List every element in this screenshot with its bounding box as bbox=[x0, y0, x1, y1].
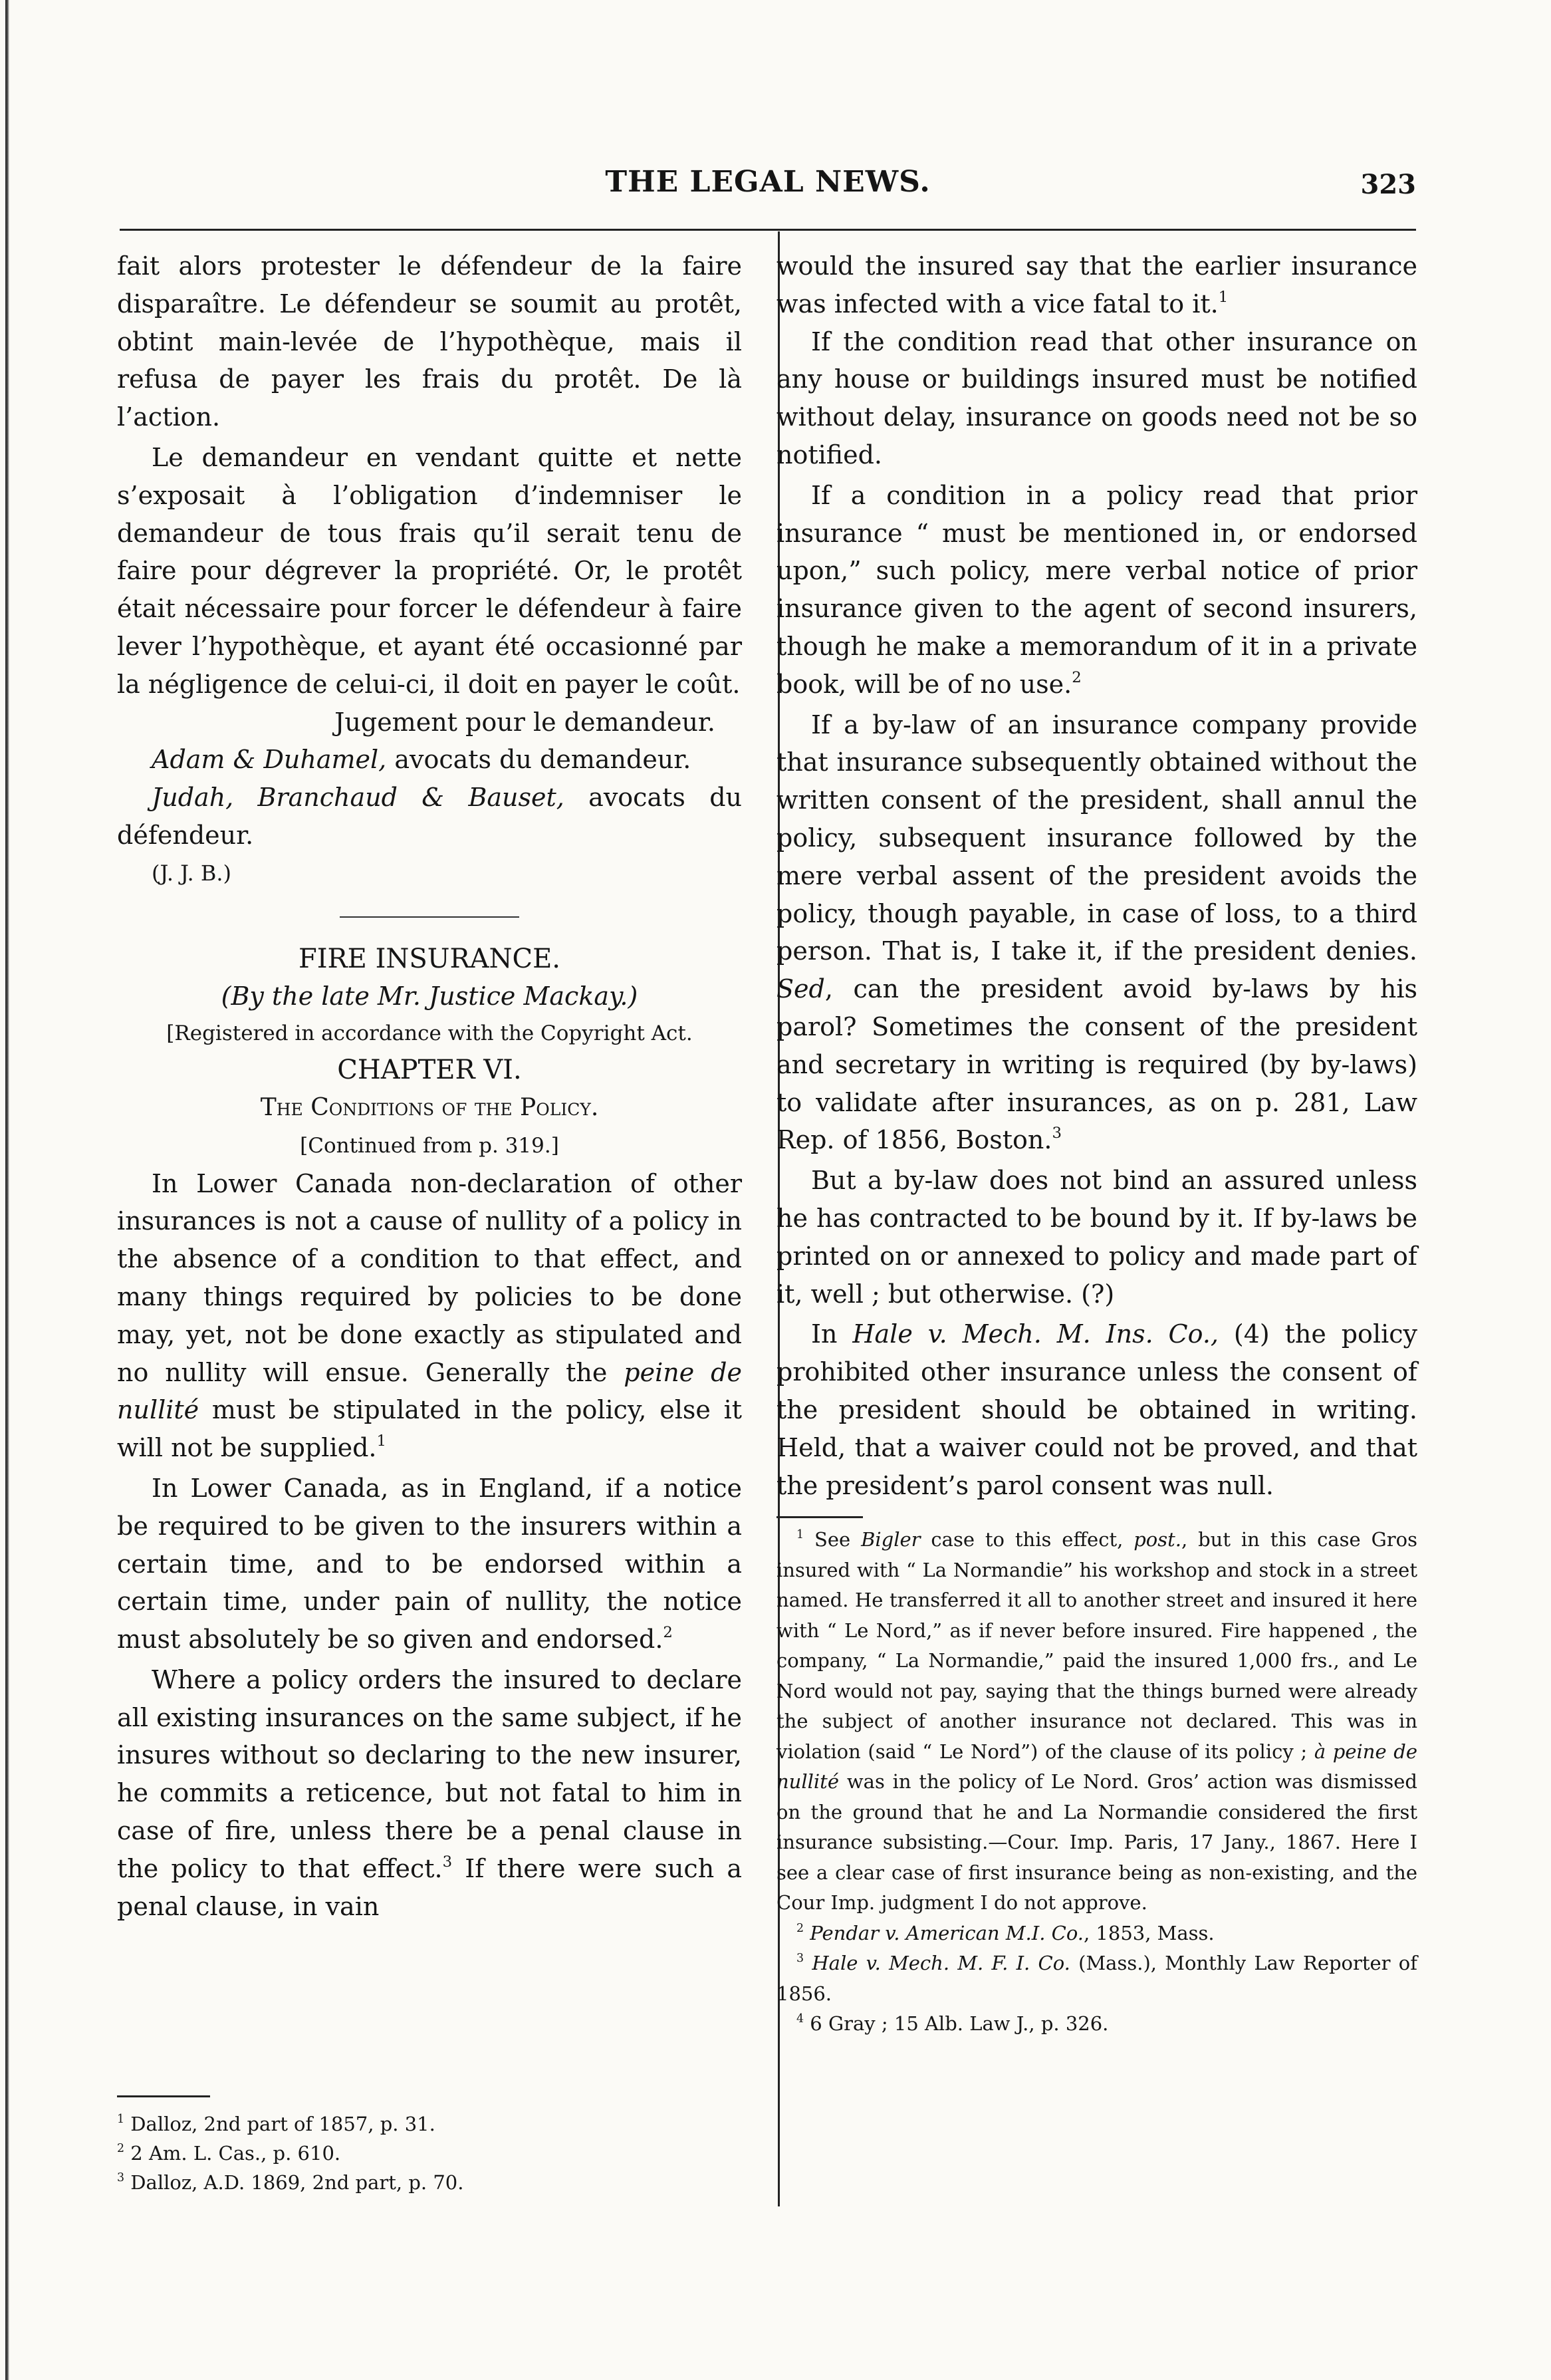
page-binding-edge bbox=[5, 0, 9, 2380]
text-run: If a condition in a policy read that prior insurance “ must be mentioned in, or endorsed upon,” such policy, mere verbal notice of prior insurance given to the agent of second insurers, though he make a memorandum of it in a private book, will be of no use. bbox=[776, 480, 1417, 699]
footnote-text: (Mass.), Monthly Law Reporter of 1856. bbox=[776, 1952, 1418, 2005]
footnote-marker: 2 bbox=[663, 1624, 673, 1642]
byline bbox=[117, 978, 742, 1015]
counsel-line bbox=[117, 741, 742, 779]
footnote bbox=[776, 1525, 1417, 1918]
text-run: If there were such a penal clause, in vain bbox=[117, 1853, 742, 1921]
italic-term: Sed bbox=[776, 974, 825, 1004]
counsel-role: avocats du demandeur. bbox=[386, 745, 691, 775]
footnote-text: case to this effect, bbox=[920, 1528, 1134, 1551]
footnote bbox=[776, 2009, 1417, 2040]
text-run: would the insured say that the earlier insurance was infected with a vice fatal to it. bbox=[776, 251, 1417, 319]
footnote-text: was in the policy of Le Nord. Gros’ action was dismissed on the ground that he and La Normandie considered the first insurance subsisting.—Cour. Imp. Paris, 17 Jany., 1867. Here I see a clear case of first insurance being as non-existing, and the Cour Imp. judgment I do not approve. bbox=[776, 1770, 1417, 1915]
paragraph bbox=[776, 706, 1417, 1160]
footnote bbox=[117, 2109, 715, 2139]
paragraph bbox=[117, 1470, 742, 1658]
text-run: must be stipulated in the policy, else it will not be supplied. bbox=[117, 1395, 742, 1463]
text-run: , can the president avoid by-laws by his parol? Sometimes the consent of the president and secretary in writing is required (by by-laws) to validate after insurances, as on p. 281, Law Rep. of 1856, Boston. bbox=[776, 974, 1417, 1155]
footnote bbox=[117, 2168, 715, 2197]
footnote-marker: 2 bbox=[1072, 668, 1082, 686]
case-name: Bigler bbox=[861, 1528, 921, 1551]
reporter-initials: (J. J. B.) bbox=[152, 860, 232, 886]
byline-text: By the late Mr. Justice Mackay. bbox=[231, 982, 628, 1011]
text-run: In bbox=[811, 1319, 853, 1349]
footnote-text: 6 Gray ; 15 Alb. Law J., p. 326. bbox=[810, 2012, 1109, 2036]
paragraph: But a by-law does not bind an assured unless he has contracted to be bound by it. If by-laws be printed on or annexed to policy and made part of it, well ; but otherwise. (?) bbox=[776, 1166, 1417, 1309]
counsel-role: avocats du défendeur. bbox=[117, 783, 743, 850]
footnote-number: 2 bbox=[796, 1921, 804, 1935]
left-column bbox=[117, 247, 742, 1925]
footnote-marker: 1 bbox=[1218, 288, 1229, 306]
text-run: the policy prohibited other insurance unless the consent of the president should be obtained in writing. Held, that a waiver could not be proved, and that the president’s parol consent was null. bbox=[776, 1319, 1417, 1500]
header-rule bbox=[120, 229, 1416, 231]
footnote-marker: (4) bbox=[1219, 1319, 1270, 1349]
footnote-rule bbox=[776, 1516, 863, 1518]
section-title: FIRE INSURANCE. bbox=[298, 943, 561, 974]
byline-close: ) bbox=[628, 982, 638, 1011]
paragraph: fait alors protester le défendeur de la faire disparaître. Le défendeur se soumit au protêt, obtint main-levée de l’hypothèque, mais il refusa de payer les frais du protêt. De là l’action. bbox=[117, 251, 742, 432]
left-footnotes bbox=[117, 2109, 715, 2197]
footnote-marker: 3 bbox=[442, 1853, 453, 1871]
right-column bbox=[776, 247, 1417, 2040]
paragraph: If the condition read that other insurance on any house or buildings insured must be notified without delay, insurance on goods need not be so notified. bbox=[776, 327, 1417, 469]
case-name: Pendar v. American M.I. Co. bbox=[810, 1921, 1084, 1944]
footnote-marker: 3 bbox=[1052, 1124, 1062, 1142]
text-run: If a by-law of an insurance company provide that insurance subsequently obtained without the written consent of the president, shall annul the policy, subsequent insurance followed by the mere verbal assent of the president avoids the policy, though payable, in case of loss, to a third person. That is, I take it, if the president denies. bbox=[776, 710, 1417, 966]
footnote-number: 1 bbox=[117, 2112, 125, 2126]
footnote-number: 2 bbox=[117, 2141, 125, 2155]
footnote-number: 3 bbox=[796, 1952, 804, 1966]
footnote-number: 4 bbox=[796, 2012, 804, 2026]
footnote-text: Dalloz, 2nd part of 1857, p. 31. bbox=[124, 2113, 435, 2135]
footnote bbox=[776, 1948, 1417, 2009]
footnote-number: 3 bbox=[117, 2171, 125, 2184]
judgment-line: Jugement pour le demandeur. bbox=[334, 707, 715, 737]
copyright-notice: [Registered in accordance with the Copyright Act. bbox=[166, 1021, 693, 1046]
counsel-line bbox=[117, 779, 742, 855]
page-header bbox=[120, 165, 1416, 219]
footnote-text: Dalloz, A.D. 1869, 2nd part, p. 70. bbox=[124, 2171, 464, 2194]
chapter-subtitle: The Conditions of the Policy. bbox=[260, 1093, 599, 1121]
paragraph: Le demandeur en vendant quitte et nette s’exposait à l’obligation d’indemniser le demandeur de tous frais qu’il serait tenu de faire pour dégrever la propriété. Or, le protêt était nécessaire pour forcer le défendeur à faire lever l’hypothèque, et ayant été occasionné par la négligence de celui-ci, il doit en payer le coût. bbox=[117, 442, 742, 699]
paragraph bbox=[117, 1165, 742, 1467]
text-run: In Lower Canada non-declaration of other insurances is not a cause of nullity of a policy in the absence of a condition to that effect, and many things required by policies to be done may, yet, not be done exactly as stipulated and no nullity will ensue. Generally the bbox=[117, 1168, 742, 1387]
continued-note: [Continued from p. 319.] bbox=[300, 1133, 559, 1158]
footnote-text: , but in this case Gros insured with “ La Normandie” his workshop and stock in a street named. He transferred it all to another street and insured it here with “ Le Nord,” as if never before insured. Fire happened , the company, “ La Normandie,” paid the insured 1,000 frs., and Le Nord would not pay, saying that the things burned were already the subject of another insurance not declared. This was in violation (said “ Le Nord”) of the clause of its policy ; bbox=[776, 1528, 1417, 1763]
text-run: Where a policy orders the insured to declare all existing insurances on the same subject, if he insures without so declaring to the new insurer, he commits a reticence, but not fatal to him in case of fire, unless there be a penal clause in the policy to that effect. bbox=[117, 1664, 742, 1883]
running-title: THE LEGAL NEWS. bbox=[605, 165, 931, 199]
footnote-number: 1 bbox=[796, 1528, 804, 1542]
paragraph bbox=[776, 477, 1417, 704]
footnote-text: See bbox=[804, 1528, 862, 1551]
text-run: In Lower Canada, as in England, if a notice be required to be given to the insurers within a certain time, and to be endorsed within a certain time, under pain of nullity, the notice must absolutely be so given and endorsed. bbox=[117, 1473, 742, 1654]
italic-term: post. bbox=[1133, 1528, 1181, 1551]
footnote bbox=[117, 2139, 715, 2168]
counsel-names: Judah, Branchaud & Bauset, bbox=[152, 783, 564, 813]
paragraph bbox=[776, 1315, 1417, 1504]
counsel-names: Adam & Duhamel, bbox=[152, 745, 387, 775]
case-name: Hale v. Mech. M. F. I. Co. bbox=[812, 1952, 1070, 1975]
footnote-rule bbox=[117, 2095, 210, 2097]
paragraph bbox=[776, 247, 1417, 323]
section-separator bbox=[340, 916, 519, 918]
chapter-heading: CHAPTER VI. bbox=[337, 1055, 522, 1086]
italic-term: peine de nullité bbox=[117, 1357, 742, 1425]
right-footnotes bbox=[776, 1525, 1417, 2040]
paragraph bbox=[117, 1661, 742, 1926]
case-name: Hale v. Mech. M. Ins. Co., bbox=[852, 1319, 1219, 1349]
footnote bbox=[776, 1918, 1417, 1949]
footnote-text: 2 Am. L. Cas., p. 610. bbox=[124, 2142, 341, 2165]
page-number: 323 bbox=[1360, 169, 1416, 200]
footnote-text: , 1853, Mass. bbox=[1084, 1921, 1215, 1944]
footnote-marker: 1 bbox=[376, 1432, 386, 1450]
byline-open: ( bbox=[221, 982, 231, 1011]
italic-term: à peine de nullité bbox=[776, 1740, 1418, 1793]
